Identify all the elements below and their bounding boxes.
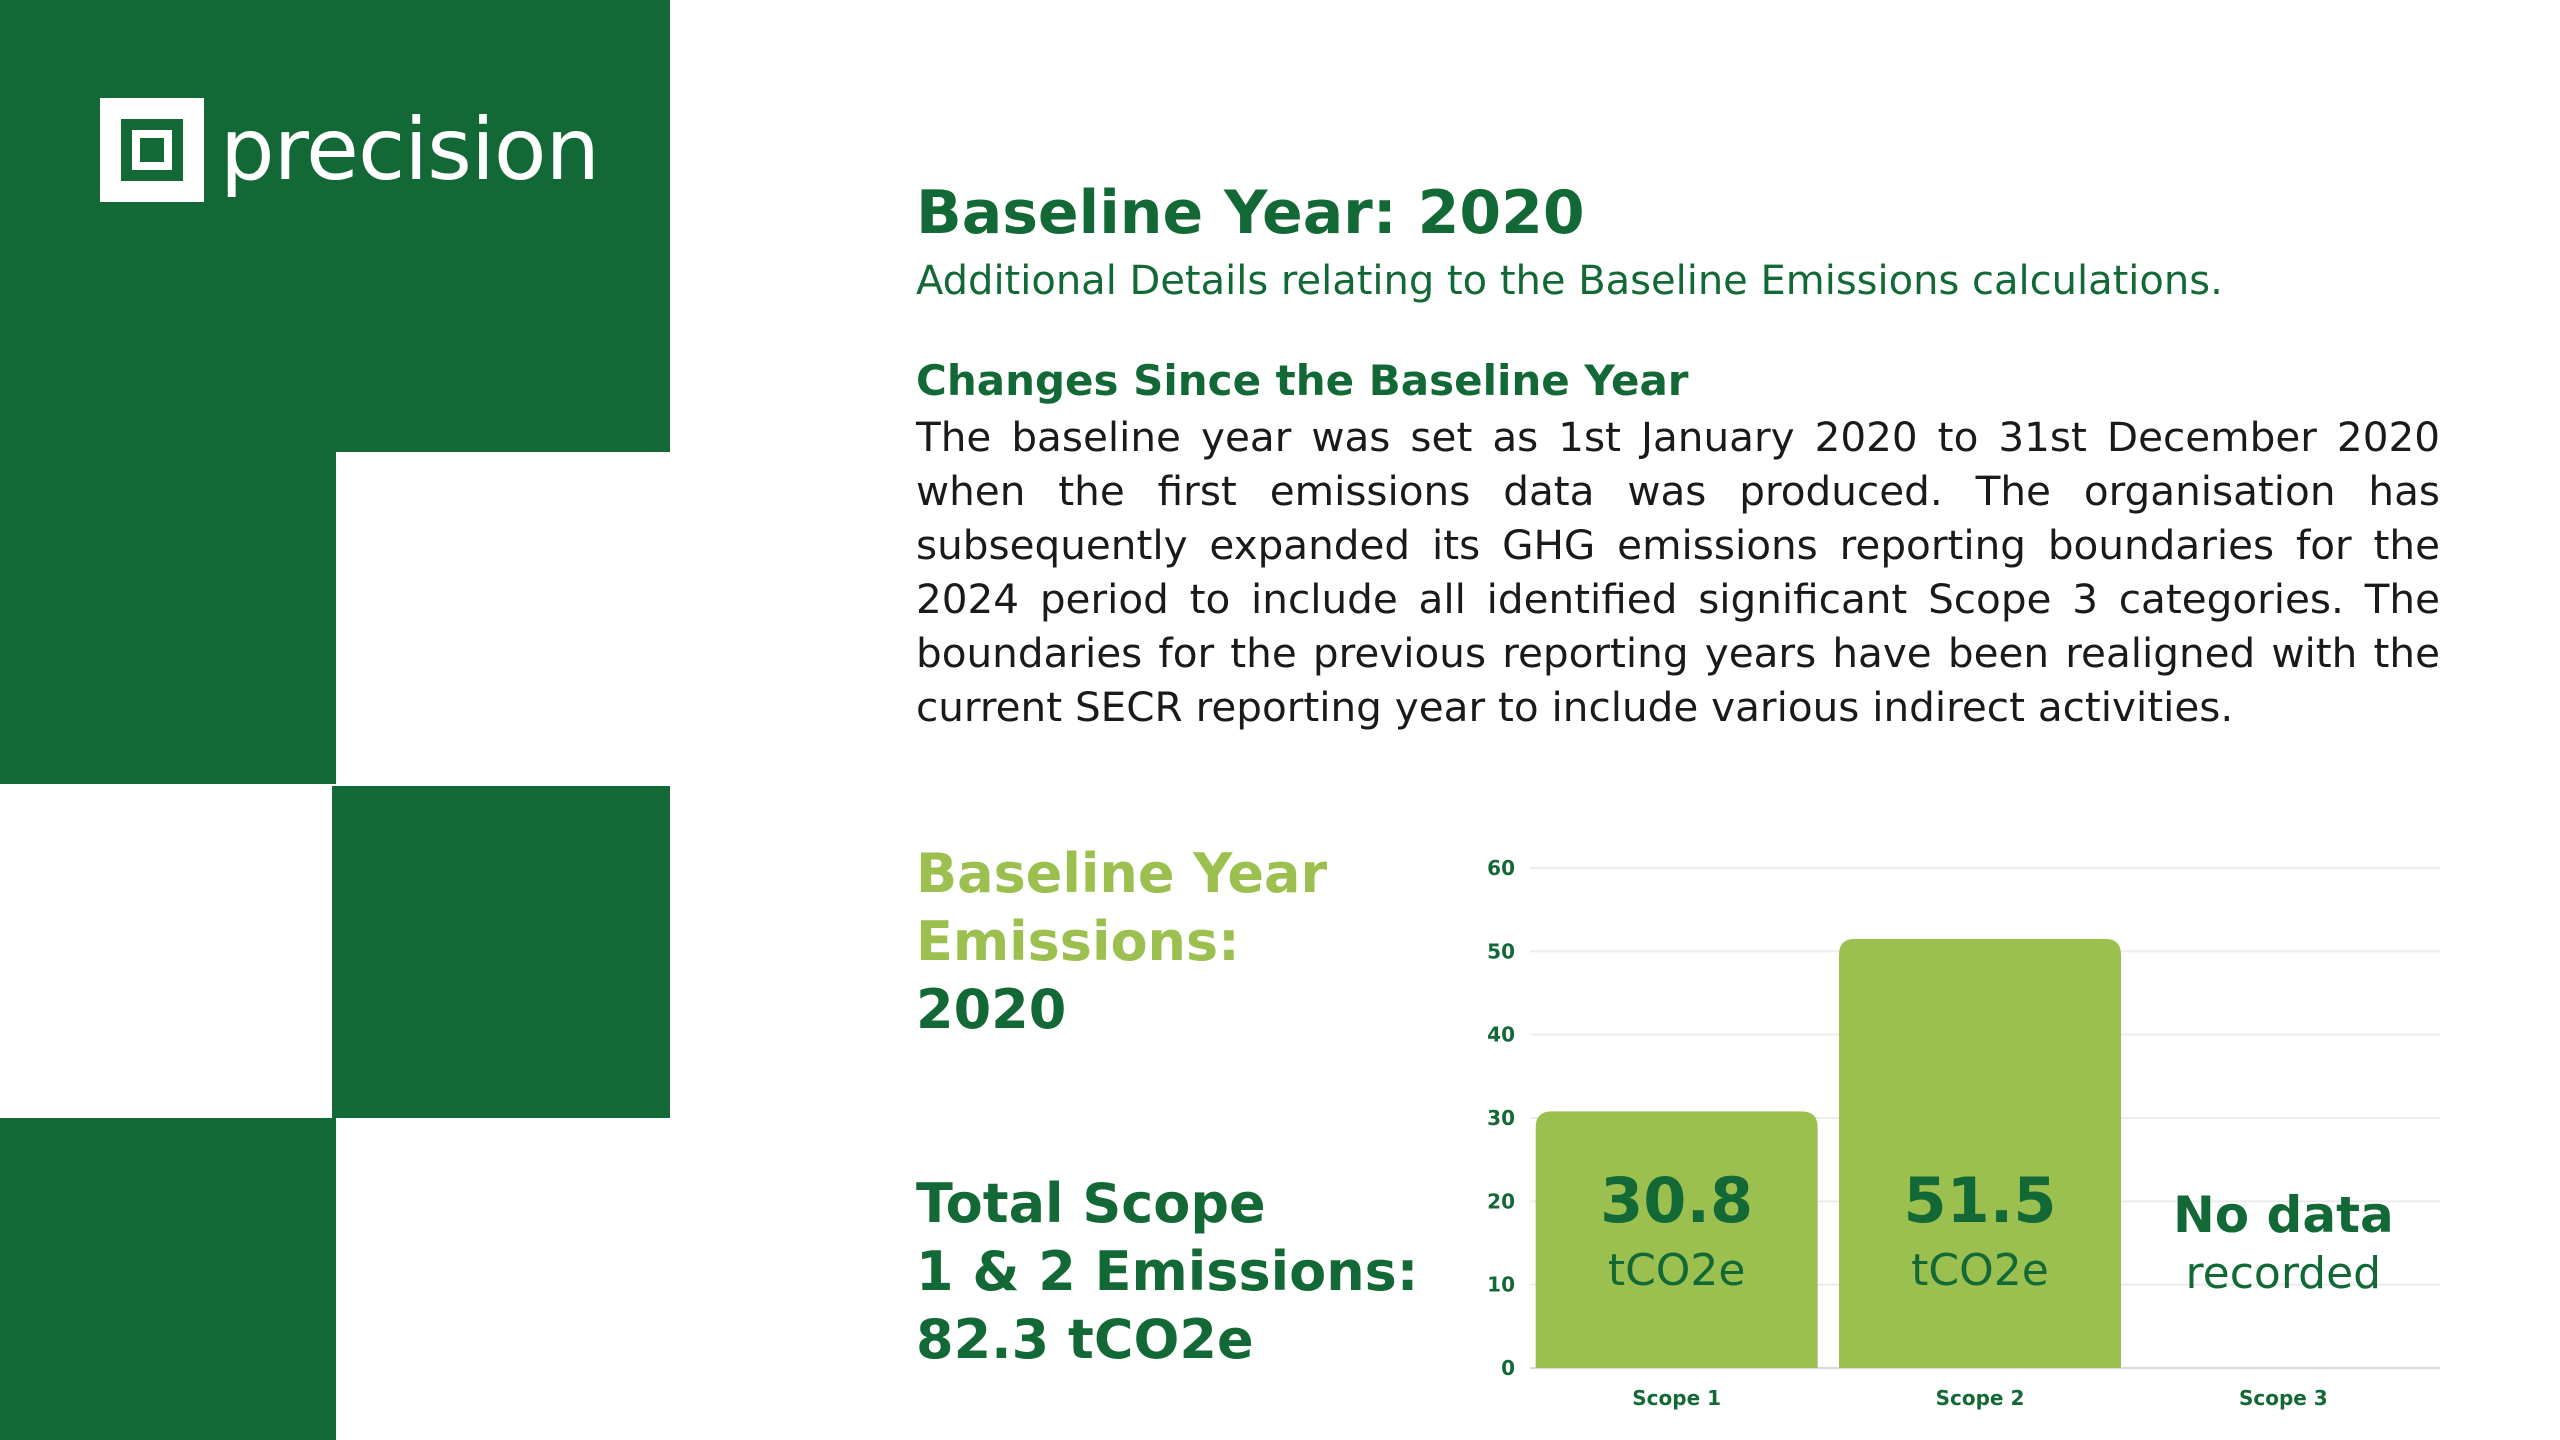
emissions-bar-chart (1460, 840, 2450, 1420)
total-value: 82.3 tCO2e (916, 1308, 1254, 1371)
x-category-label: Scope 2 (1935, 1386, 2025, 1410)
bg-block-bottom (0, 1118, 336, 1440)
changes-body: The baseline year was set as 1st January 2020 to 31st December 2020 when the first emissions data was produced. The organisation has subsequently expanded its GHG emissions reporting boundaries for the 2024 period to include all identified significant Scope 3 categories. The boundaries for the previous reporting years have been realigned with the current SECR reporting year to include various indirect activities. (916, 413, 2440, 731)
total-line2: 1 & 2 Emissions: (916, 1240, 1419, 1303)
total-emissions-label (916, 1170, 1418, 1374)
logo-wordmark: precision (220, 100, 599, 200)
y-tick-label: 50 (1487, 939, 1515, 964)
y-tick-label: 10 (1487, 1272, 1515, 1297)
bar-unit-label: tCO2e (1911, 1245, 2049, 1296)
brand-logo (100, 98, 599, 202)
bg-block-top (0, 0, 670, 452)
x-category-label: Scope 3 (2238, 1386, 2328, 1410)
bar-scope-2 (1839, 939, 2121, 1368)
logo-mark-icon (100, 98, 204, 202)
y-tick-label: 30 (1487, 1106, 1515, 1130)
bg-block-left-mid (0, 452, 336, 784)
baseline-emissions-line2: Emissions: (916, 910, 1240, 973)
y-tick-label: 40 (1487, 1022, 1515, 1047)
changes-heading: Changes Since the Baseline Year (916, 356, 1689, 405)
y-tick-label: 60 (1487, 856, 1515, 880)
bar-unit-label: tCO2e (1607, 1245, 1746, 1296)
bar-value-label: 51.5 (1903, 1164, 2057, 1237)
page-title: Baseline Year: 2020 (916, 178, 1585, 248)
y-tick-label: 0 (1501, 1356, 1515, 1380)
page-subtitle: Additional Details relating to the Baseline Emissions calculations. (916, 258, 2223, 304)
total-line1: Total Scope (916, 1172, 1266, 1235)
bg-block-right-mid (332, 786, 670, 1118)
x-category-label: Scope 1 (1632, 1386, 1722, 1410)
baseline-emissions-line1: Baseline Year (916, 842, 1328, 905)
baseline-emissions-year: 2020 (916, 978, 1067, 1041)
baseline-emissions-label (916, 840, 1327, 1044)
bar-scope-1 (1536, 1111, 1818, 1368)
bar-value-label: No data (2172, 1186, 2394, 1244)
y-tick-label: 20 (1487, 1189, 1515, 1214)
bar-value-label: 30.8 (1600, 1164, 1754, 1237)
bar-unit-label: recorded (2185, 1248, 2382, 1299)
